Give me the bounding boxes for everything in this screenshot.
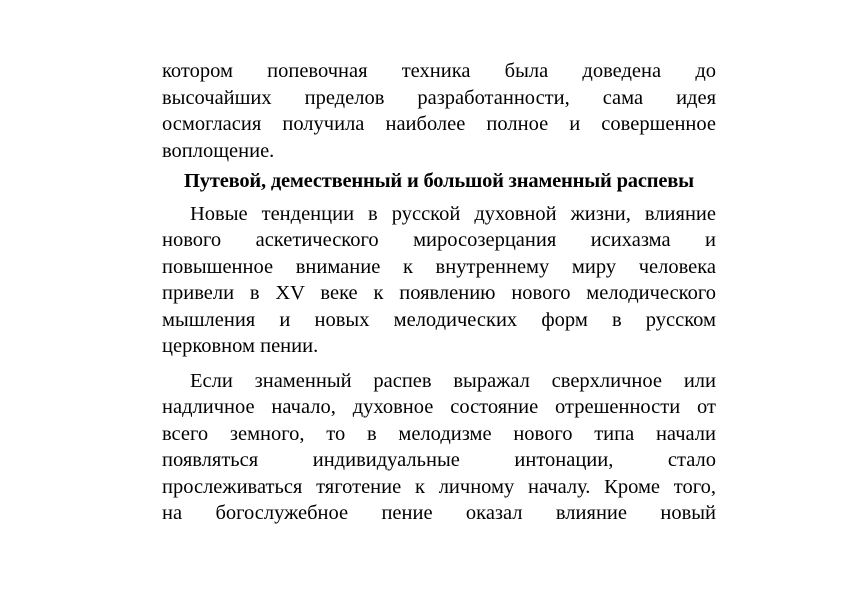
text-line: осмогласия получила наиболее полное и совершенное bbox=[162, 113, 716, 135]
text-line: всего земного, то в мелодизме нового типа начали bbox=[162, 422, 716, 445]
document-page bbox=[162, 58, 716, 527]
text-line: на богослужебное пение оказал влияние новый bbox=[162, 502, 716, 524]
text-line: надличное начало, духовное состояние отрешенности от bbox=[162, 396, 716, 418]
text-line: Если знаменный распев выражал сверхличное или bbox=[190, 369, 716, 392]
text-line: появляться индивидуальные интонации, стало bbox=[162, 449, 716, 471]
text-line: повышенное внимание к внутреннему миру человека bbox=[162, 255, 716, 278]
text-line: прослеживаться тяготение к личному началу. Кроме того, bbox=[162, 475, 716, 498]
text-line: котором попевочная техника была доведена до bbox=[162, 60, 716, 82]
text-line: высочайших пределов разработанности, сама идея bbox=[162, 86, 716, 109]
text-line: мышления и новых мелодических форм в русском bbox=[162, 308, 716, 331]
section-heading: Путевой, демественный и большой знаменный распевы bbox=[184, 170, 694, 192]
text-line: Новые тенденции в русской духовной жизни, влияние bbox=[190, 202, 716, 225]
text-line: воплощение. bbox=[162, 139, 275, 162]
paragraph-gap bbox=[162, 360, 716, 368]
text-line: нового аскетического миросозерцания исихазма и bbox=[162, 229, 716, 251]
text-line: привели в XV веке к появлению нового мелодического bbox=[162, 282, 716, 304]
text-line: церковном пении. bbox=[162, 335, 319, 357]
